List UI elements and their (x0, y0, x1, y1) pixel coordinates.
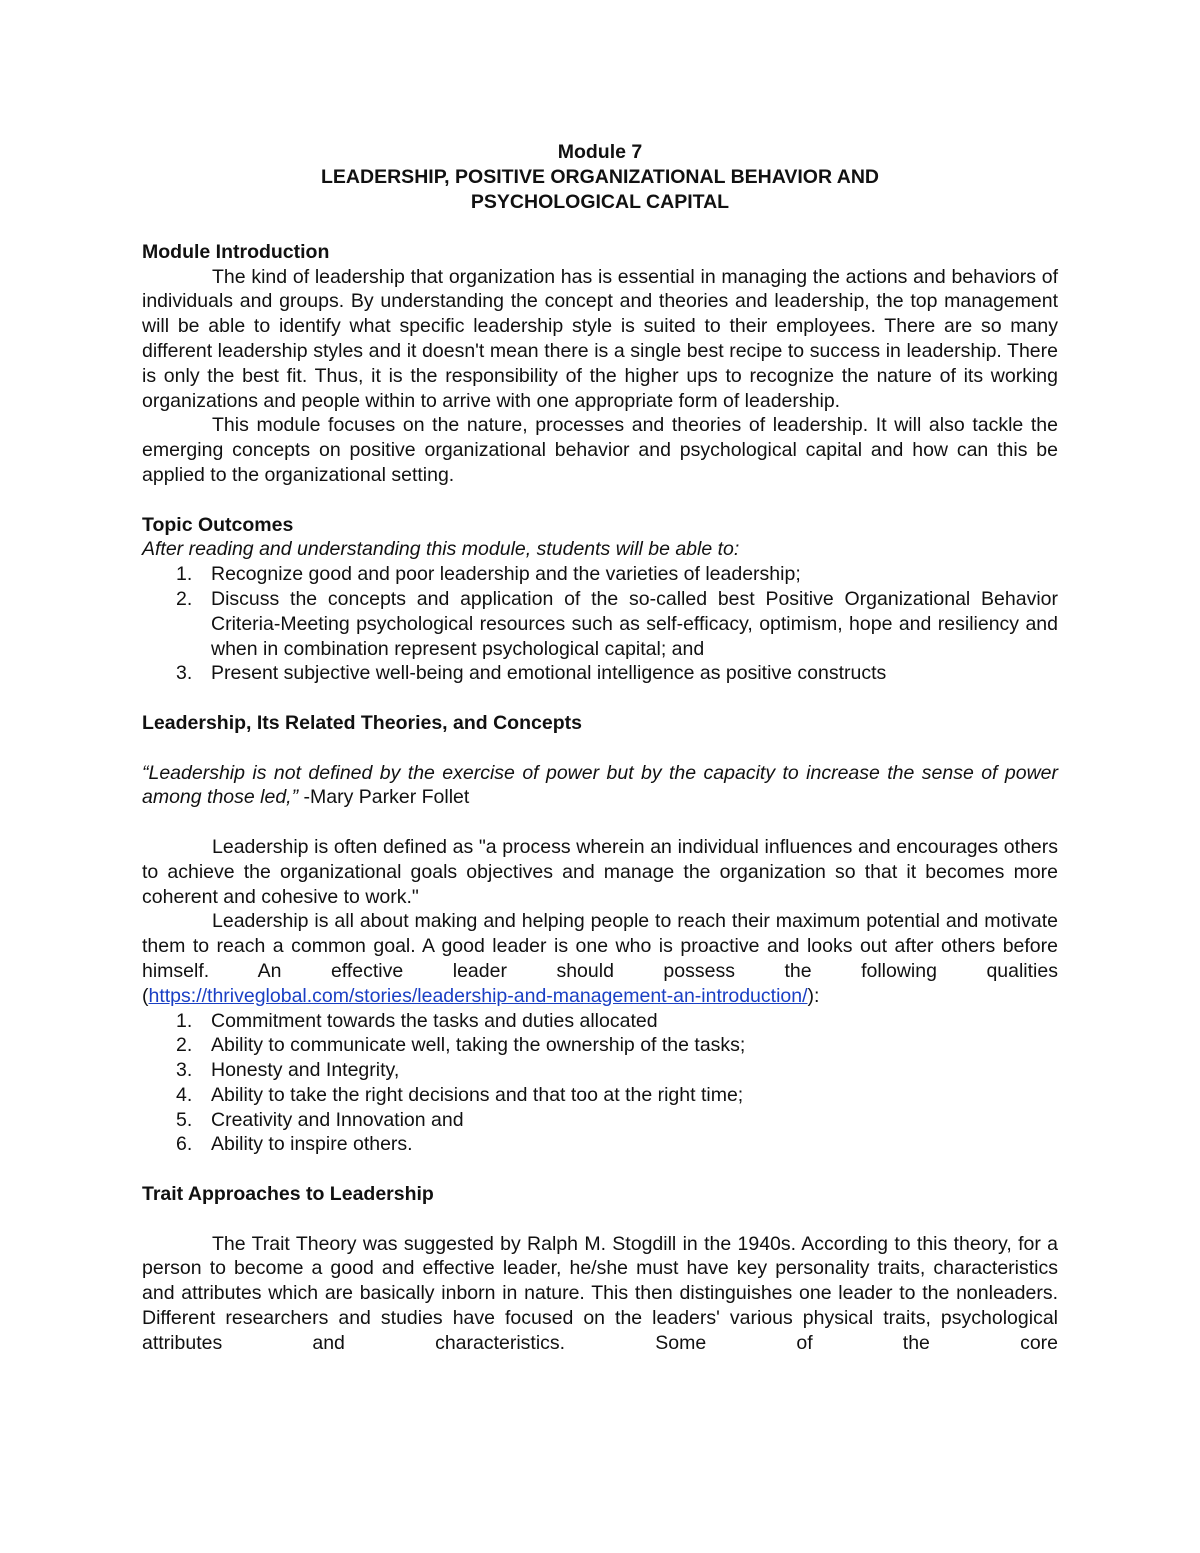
module-title-line-2: PSYCHOLOGICAL CAPITAL (470, 191, 730, 213)
spacer (142, 686, 1058, 711)
list-item: 6. Ability to inspire others. (176, 1133, 413, 1156)
document-page (142, 140, 1058, 1356)
list-item: 5. Creativity and Innovation and (176, 1108, 464, 1131)
list-item: 4. Ability to take the right decisions and that too at the right time; (176, 1083, 744, 1106)
leadership-paragraph-2: Leadership is all about making and helping people to reach their maximum potential and motivate them to reach a common goal. A good leader is one who is proactive and looks out after others before himself. An effective leader should possess the following qualities (https://thriveglobal.com/stories/leadership-and-management-an-introduction/): (142, 910, 1058, 1007)
leadership-quote (142, 761, 1058, 811)
intro-heading: Module Introduction (142, 240, 330, 263)
module-title-line-1: LEADERSHIP, POSITIVE ORGANIZATIONAL BEHAVIOR AND (321, 166, 879, 188)
list-item: 3. Present subjective well-being and emotional intelligence as positive constructs (176, 662, 887, 685)
spacer (142, 488, 1058, 513)
intro-paragraph-1: The kind of leadership that organization has is essential in managing the actions and behaviors of individuals and groups. By understanding the concept and theories and leadership, the top management will be able to identify what specific leadership style is suited to their employees. There are so many different leadership styles and it doesn't mean there is a single best recipe to success in leadership. There is only the best fit. Thus, it is the responsibility of the higher ups to recognize the nature of its working organizations and people within to arrive with one appropriate form of leadership. (142, 265, 1058, 412)
spacer (142, 1207, 1058, 1232)
leadership-heading: Leadership, Its Related Theories, and Concepts (142, 711, 582, 734)
spacer (142, 810, 1058, 835)
quote-text: “Leadership is not defined by the exercise of power but by the capacity to increase the sense of power among those led,” (142, 761, 1058, 809)
list-item: 1. Recognize good and poor leadership and the varieties of leadership; (176, 563, 801, 586)
quote-author: -Mary Parker Follet (298, 786, 470, 809)
document-title (142, 140, 1058, 215)
module-number: Module 7 (557, 141, 643, 163)
spacer (142, 736, 1058, 761)
leadership-paragraph-1: Leadership is often defined as "a process wherein an individual influences and encourages others to achieve the organizational goals objectives and manage the organization so that it becomes more coherent and cohesive to work." (142, 835, 1058, 908)
list-item: 1. Commitment towards the tasks and duties allocated (176, 1009, 658, 1032)
outcomes-list (142, 562, 1058, 686)
spacer (142, 1157, 1058, 1182)
qualities-list (142, 1009, 1058, 1158)
list-item: 2. Ability to communicate well, taking the ownership of the tasks; (176, 1034, 746, 1057)
outcomes-lead: After reading and understanding this module, students will be able to: (142, 538, 740, 561)
trait-heading: Trait Approaches to Leadership (142, 1183, 434, 1206)
list-item: 2. Discuss the concepts and application of the so-called best Positive Organizational Behavior Criteria-Meeting psychological resources such as self-efficacy, optimism, hope and resiliency and when in combination represent psychological capital; and (176, 587, 1058, 660)
trait-paragraph-1: The Trait Theory was suggested by Ralph M. Stogdill in the 1940s. According to this theory, for a person to become a good and effective leader, he/she must have key personality traits, characteristics and attributes which are basically inborn in nature. This then distinguishes one leader to the nonleaders. Different researchers and studies have focused on the leaders' various physical traits, psychological attributes and characteristics. Some of the core (142, 1232, 1058, 1354)
list-item: 3. Honesty and Integrity, (176, 1059, 400, 1082)
outcomes-heading: Topic Outcomes (142, 513, 294, 536)
intro-paragraph-2: This module focuses on the nature, processes and theories of leadership. It will also tackle the emerging concepts on positive organizational behavior and psychological capital and how can this be applied to the organizational setting. (142, 414, 1058, 486)
thriveglobal-link[interactable]: https://thriveglobal.com/stories/leadership-and-management-an-introduction/ (148, 984, 808, 1007)
